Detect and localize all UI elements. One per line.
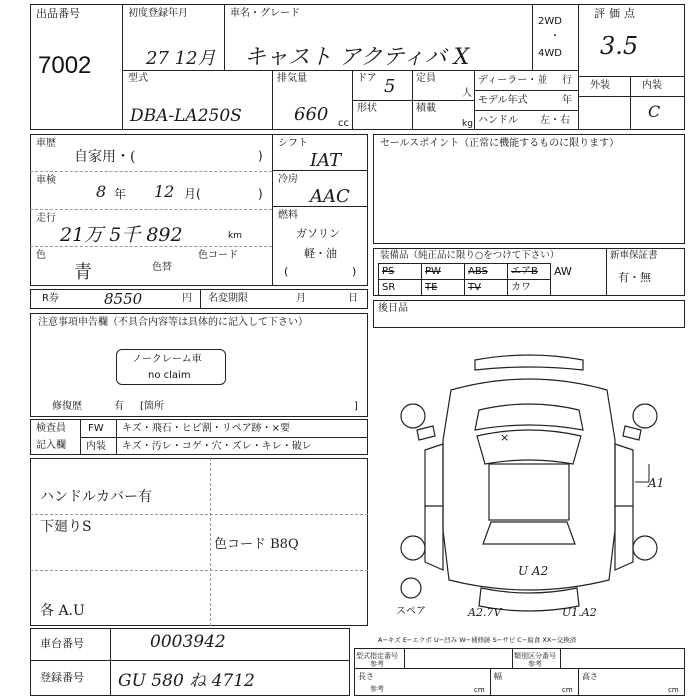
damage-legend: A−キズ E−エクボ U−凹み W−補修跡 S−サビ C−腐食 XX−交換済 <box>378 636 577 644</box>
dealer-label: ディーラー・並 <box>478 75 548 86</box>
name-change-month: 月 <box>296 293 306 304</box>
drive-2wd: 2WD <box>538 16 562 27</box>
equip-leather: カワ <box>508 280 551 296</box>
inspection-close: ) <box>258 187 263 201</box>
first-reg-label: 初度登録年月 <box>128 8 188 19</box>
handle-label: ハンドル <box>478 115 518 126</box>
spare-label: スペア <box>396 606 426 617</box>
mileage-value: 21万 5千 892 <box>60 224 183 246</box>
sales-point-label: セールスポイント（正常に機能するものに限ります） <box>380 138 620 149</box>
repair-value: 有 <box>114 401 124 412</box>
wheel-front-left <box>401 404 425 428</box>
shape-label: 形状 <box>357 103 377 114</box>
noclaim-en: no claim <box>148 370 191 381</box>
inspection-label: 車検 <box>36 175 56 186</box>
capacity-unit: 人 <box>462 88 472 99</box>
repaint-label: 色替 <box>152 262 172 273</box>
lot-label: 出品番号 <box>36 7 80 20</box>
history-value: 自家用・( <box>74 149 136 165</box>
wheel-front-right <box>633 404 657 428</box>
equip-airbag: エアB <box>508 264 551 280</box>
equipment-label: 装備品（純正品に限り○をつけて下さい） <box>380 250 560 261</box>
plate-label: 登録番号 <box>40 671 84 684</box>
width-unit: cm <box>562 686 573 694</box>
recycle-row <box>30 289 368 309</box>
score-label: 評価点 <box>594 7 639 20</box>
color-value: 青 <box>74 262 92 283</box>
spare-wheel <box>401 578 421 598</box>
aircon-label: 冷房 <box>278 174 298 185</box>
equip-aw: AW <box>554 264 572 278</box>
history-label: 車歴 <box>36 138 56 149</box>
front-left-mark: A2.7V <box>468 606 502 619</box>
car-damage-diagram <box>373 330 685 630</box>
mileage-label: 走行 <box>36 213 56 224</box>
diagram-mark-x: × <box>500 431 510 444</box>
warranty-label: 新車保証書 <box>610 250 658 261</box>
interior-value: C <box>648 102 661 121</box>
type-no-label: 型式指定番号 <box>356 652 398 660</box>
fuel-label: 燃料 <box>278 210 298 221</box>
displacement-unit: cc <box>338 118 349 129</box>
inspector-label-2: 記入欄 <box>36 440 66 451</box>
inspection-year: 8 <box>96 182 107 201</box>
first-reg-value: 27 12月 <box>146 48 216 69</box>
inspector-fw-text: キズ・飛石・ヒビ割・リペア跡・×要 <box>122 423 290 434</box>
exterior-label: 外装 <box>590 80 610 91</box>
remark-line-1: ハンドルカバー有 <box>40 489 152 505</box>
warranty-value: 有・無 <box>618 271 651 284</box>
shift-value: IAT <box>310 150 342 171</box>
fuel-diesel: 軽・油 <box>304 247 337 260</box>
sales-point-box <box>373 134 685 244</box>
length-label: 長さ <box>358 672 374 681</box>
plate-value: GU 580 ね 4712 <box>118 671 255 691</box>
door-label: ドア <box>357 73 377 84</box>
chassis-label: 車台番号 <box>40 637 84 650</box>
equip-te: TE <box>422 280 465 296</box>
color-label: 色 <box>36 250 46 261</box>
door-value: 5 <box>384 76 396 97</box>
mileage-unit: km <box>228 231 242 241</box>
name-change-day: 日 <box>348 293 358 304</box>
model-label: 型式 <box>128 73 148 84</box>
equip-tv: TV <box>465 280 508 296</box>
score-value: 3.5 <box>600 32 639 60</box>
repair-label: 修復歴 <box>52 401 82 412</box>
wheel-rear-left <box>401 536 425 560</box>
load-unit: kg <box>462 119 473 129</box>
interior-label: 内装 <box>642 80 662 91</box>
recycle-unit: 円 <box>182 293 192 304</box>
height-unit: cm <box>668 686 679 694</box>
notes-label: 注意事項申告欄（不具合内容等は具体的に記入して下さい） <box>38 317 308 328</box>
inspector-label-1: 検査員 <box>36 423 66 434</box>
after-fit-box <box>373 300 685 328</box>
car-name-label: 車名・グレード <box>230 8 300 19</box>
recycle-value: 8550 <box>104 290 143 308</box>
model-year-label: モデル年式 <box>478 95 528 106</box>
inspector-int-text: キズ・汚レ・コゲ・穴・ズレ・キレ・破レ <box>122 441 312 452</box>
remark-line-2: 下廻りS <box>40 519 92 535</box>
diagram-mark-a1: A1 <box>648 476 665 490</box>
equip-abs: ABS <box>465 264 508 280</box>
color-code-label: 色コード <box>198 250 238 261</box>
name-change-label: 名変期限 <box>208 293 248 304</box>
inspector-fw: FW <box>88 423 104 434</box>
load-label: 積載 <box>416 103 436 114</box>
length-unit: cm <box>474 686 485 694</box>
equip-ps: PS <box>379 264 422 280</box>
dealer-value: 行 <box>562 75 572 86</box>
remark-line-3: 色コード B8Q <box>214 537 299 552</box>
inspection-month-unit: 月( <box>184 187 201 201</box>
model-year-value: 年 <box>562 95 572 106</box>
type-no-ref: 参考 <box>370 660 384 668</box>
equipment-table <box>378 263 590 296</box>
aircon-value: AAC <box>310 186 350 207</box>
noclaim-jp: ノークレーム車 <box>132 354 202 365</box>
inspection-month: 12 <box>154 182 175 201</box>
remark-line-4: 各 A.U <box>40 603 85 619</box>
width-label: 幅 <box>494 672 502 681</box>
fuel-paren-open: ( <box>284 265 289 278</box>
history-close: ) <box>258 149 263 163</box>
drive-dot: ・ <box>550 31 560 42</box>
diagram-mark-u: U A2 <box>518 564 549 578</box>
fuel-paren-close: ) <box>352 265 357 278</box>
drive-4wd: 4WD <box>538 48 562 59</box>
shift-label: シフト <box>278 138 308 149</box>
height-label: 高さ <box>582 672 598 681</box>
equip-sr: SR <box>379 280 422 296</box>
class-no-ref: 参考 <box>528 660 542 668</box>
front-right-mark: U1.A2 <box>562 606 597 619</box>
fuel-gasoline: ガソリン <box>296 227 340 240</box>
lot-number: 7002 <box>38 52 92 79</box>
repair-bracket: [箇所 <box>140 401 164 412</box>
chassis-value: 0003942 <box>150 632 226 652</box>
capacity-label: 定員 <box>416 73 436 84</box>
model-value: DBA-LA250S <box>130 106 242 126</box>
equip-pw: PW <box>422 264 465 280</box>
displacement-label: 排気量 <box>277 73 307 84</box>
handle-value: 左・右 <box>540 115 570 126</box>
wheel-rear-right <box>633 536 657 560</box>
car-name-value: キャスト アクティバ X <box>244 45 470 70</box>
inspector-int: 内装 <box>86 441 106 452</box>
class-no-label: 類別区分番号 <box>514 652 556 660</box>
repair-close: ] <box>354 401 358 412</box>
length-ref: 参考 <box>370 685 384 693</box>
inspection-year-unit: 年 <box>114 187 127 201</box>
recycle-label: R券 <box>42 293 59 304</box>
displacement-value: 660 <box>294 104 329 125</box>
after-fit-label: 後日品 <box>378 303 408 314</box>
